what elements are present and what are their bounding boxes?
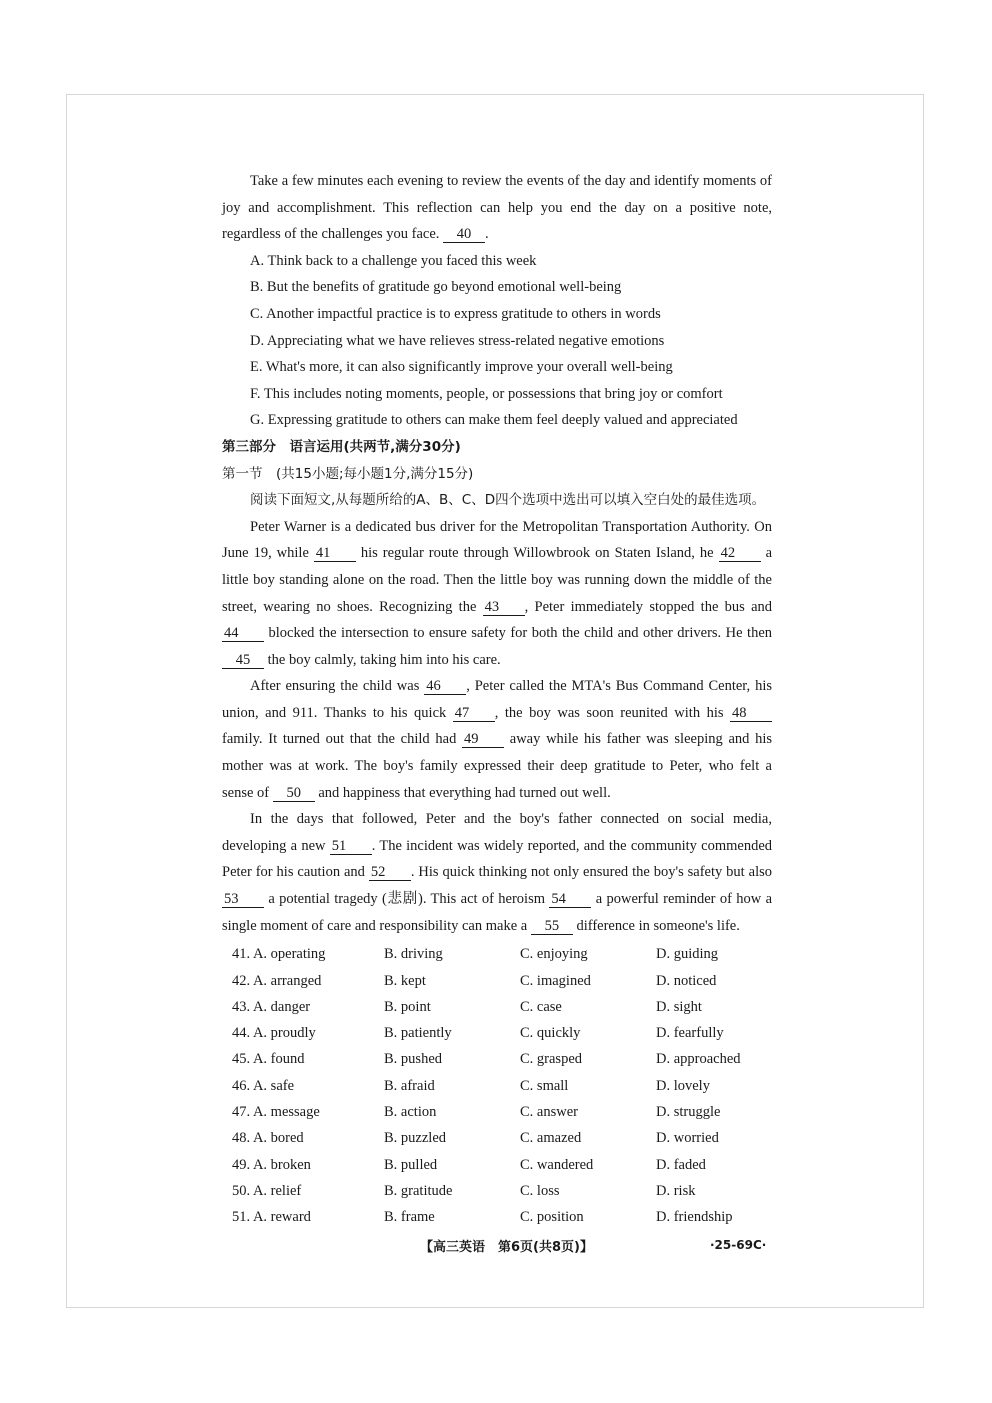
cloze-line: Peter Warner is a dedicated bus driver for the Metropolitan Transportation Authority. On bbox=[250, 518, 772, 535]
cloze-text: and happiness that everything had turned out well. bbox=[318, 784, 611, 801]
choice-row-49 bbox=[222, 1152, 772, 1178]
choices-table bbox=[222, 941, 772, 1230]
cloze-text: family. It turned out that the child had bbox=[222, 731, 457, 748]
cloze-line bbox=[222, 700, 772, 727]
blank-42: 42 bbox=[719, 545, 761, 562]
cloze-line bbox=[222, 886, 772, 913]
cloze-line: little boy standing alone on the road. Then the little boy was running down the middle of the bbox=[222, 571, 772, 588]
blank-54: 54 bbox=[549, 891, 591, 908]
choice-b: B. driving bbox=[384, 946, 443, 963]
choice-a: 48. A. bored bbox=[232, 1130, 304, 1147]
option-c: C. Another impactful practice is to express gratitude to others in words bbox=[250, 305, 661, 322]
cloze-line bbox=[222, 859, 772, 886]
cloze-text: union, and 911. Thanks to his quick bbox=[222, 704, 447, 721]
cloze-text: , Peter called the MTA's Bus Command Center, his bbox=[466, 678, 772, 695]
choice-d: D. faded bbox=[656, 1156, 706, 1173]
choice-b: B. patiently bbox=[384, 1025, 452, 1042]
choice-a: 44. A. proudly bbox=[232, 1025, 316, 1042]
choice-a: 42. A. arranged bbox=[232, 972, 322, 989]
choice-b: B. afraid bbox=[384, 1077, 435, 1094]
choice-d: D. friendship bbox=[656, 1209, 733, 1226]
choice-d: D. noticed bbox=[656, 972, 717, 989]
choice-a: 47. A. message bbox=[232, 1104, 320, 1120]
blank-48: 48 bbox=[730, 705, 772, 722]
cloze-text: street, wearing no shoes. Recognizing the bbox=[222, 598, 477, 615]
choice-c: C. position bbox=[520, 1209, 584, 1226]
choice-row-45 bbox=[222, 1046, 772, 1072]
option-f: F. This includes noting moments, people, or possessions that bring joy or comfort bbox=[250, 385, 723, 402]
cloze-text: June 19, while bbox=[222, 545, 309, 562]
choice-row-48 bbox=[222, 1125, 772, 1151]
blank-52: 52 bbox=[369, 864, 411, 881]
choice-a: 45. A. found bbox=[232, 1051, 305, 1068]
blank-51: 51 bbox=[330, 838, 372, 855]
choice-row-51 bbox=[222, 1204, 772, 1230]
choice-c: C. enjoying bbox=[520, 946, 588, 963]
blank-47: 47 bbox=[453, 705, 495, 722]
cloze-text: single moment of care and responsibility can make a bbox=[222, 917, 528, 934]
choice-c: C. small bbox=[520, 1077, 569, 1094]
section-title: 第三部分 语言运用(共两节,满分30分) bbox=[222, 438, 461, 455]
passage-line bbox=[222, 221, 772, 248]
choice-d: D. lovely bbox=[656, 1077, 710, 1094]
page-footer-code: ·25-69C· bbox=[710, 1238, 767, 1252]
cloze-text: Peter for his caution and bbox=[222, 864, 365, 881]
choice-d: D. fearfully bbox=[656, 1025, 724, 1042]
choice-d: D. risk bbox=[656, 1182, 696, 1199]
choice-a: 51. A. reward bbox=[232, 1209, 311, 1226]
cloze-line bbox=[222, 647, 772, 674]
choice-row-43 bbox=[222, 994, 772, 1020]
passage-line: joy and accomplishment. This reflection can help you end the day on a positive note, bbox=[222, 199, 772, 216]
blank-44: 44 bbox=[222, 625, 264, 642]
blank-41: 41 bbox=[314, 545, 356, 562]
cloze-line bbox=[222, 594, 772, 621]
choice-c: C. loss bbox=[520, 1182, 560, 1199]
blank-55: 55 bbox=[531, 918, 573, 935]
choice-b: B. gratitude bbox=[384, 1182, 453, 1199]
blank-40: 40 bbox=[443, 226, 485, 243]
choice-d: D. struggle bbox=[656, 1104, 721, 1120]
choice-row-44 bbox=[222, 1020, 772, 1046]
choice-c: C. grasped bbox=[520, 1051, 583, 1068]
cloze-text: After ensuring the child was bbox=[250, 678, 420, 695]
passage-line: Take a few minutes each evening to review the events of the day and identify moments of bbox=[250, 173, 772, 189]
choice-row-42 bbox=[222, 968, 772, 994]
choice-c: C. wandered bbox=[520, 1156, 594, 1173]
passage-text: regardless of the challenges you face. bbox=[222, 226, 440, 243]
page-footer-label: 【高三英语 第6页(共8页)】 bbox=[420, 1240, 593, 1255]
option-g: G. Expressing gratitude to others can make them feel deeply valued and appreciated bbox=[250, 412, 738, 429]
cloze-text: his regular route through Willowbrook on Staten Island, he bbox=[360, 545, 714, 562]
blank-53: 53 bbox=[222, 891, 264, 908]
blank-43: 43 bbox=[483, 599, 525, 616]
choice-row-41 bbox=[222, 941, 772, 967]
choice-c: C. case bbox=[520, 998, 562, 1015]
cloze-text: sense of bbox=[222, 784, 270, 801]
cloze-text: , Peter immediately stopped the bus and bbox=[524, 598, 773, 615]
choice-b: B. puzzled bbox=[384, 1130, 447, 1147]
option-a: A. Think back to a challenge you faced this week bbox=[250, 252, 537, 269]
blank-49: 49 bbox=[462, 731, 504, 748]
cloze-text: the boy calmly, taking him into his care. bbox=[267, 651, 501, 668]
blank-50: 50 bbox=[273, 785, 315, 802]
cloze-line: In the days that followed, Peter and the boy's father connected on social media, bbox=[250, 811, 772, 828]
cloze-text: difference in someone's life. bbox=[576, 917, 740, 934]
choice-b: B. pushed bbox=[384, 1051, 442, 1068]
choice-row-46 bbox=[222, 1073, 772, 1099]
choice-d: D. approached bbox=[656, 1051, 741, 1068]
cloze-line bbox=[222, 726, 772, 753]
cloze-line bbox=[222, 540, 772, 567]
cloze-text: . The incident was widely reported, and the community commended bbox=[371, 837, 773, 854]
option-e: E. What's more, it can also significantly improve your overall well-being bbox=[250, 359, 673, 376]
choice-d: D. worried bbox=[656, 1130, 719, 1147]
blank-46: 46 bbox=[424, 678, 466, 695]
cloze-text: . His quick thinking not only ensured the boy's safety but also bbox=[410, 864, 772, 881]
cloze-text: , the boy was soon reunited with his bbox=[494, 704, 724, 721]
choice-a: 49. A. broken bbox=[232, 1156, 311, 1173]
cloze-text: a powerful reminder of how a bbox=[595, 891, 773, 908]
cloze-text: developing a new bbox=[222, 837, 326, 854]
cloze-text: a bbox=[765, 545, 772, 562]
cloze-line bbox=[222, 833, 772, 860]
choice-row-50 bbox=[222, 1178, 772, 1204]
cloze-line bbox=[222, 780, 772, 807]
choice-b: B. point bbox=[384, 998, 431, 1015]
option-d: D. Appreciating what we have relieves stress-related negative emotions bbox=[250, 332, 665, 349]
choice-b: B. pulled bbox=[384, 1156, 438, 1173]
cloze-line bbox=[222, 673, 772, 700]
page-content bbox=[222, 168, 772, 1230]
choice-c: C. answer bbox=[520, 1104, 578, 1120]
choice-row-47 bbox=[222, 1099, 772, 1125]
choice-a: 43. A. danger bbox=[232, 998, 311, 1015]
choice-d: D. guiding bbox=[656, 946, 719, 963]
cloze-text: blocked the intersection to ensure safety for both the child and other drivers. He then bbox=[268, 625, 773, 642]
choice-c: C. imagined bbox=[520, 972, 591, 989]
passage-text: . bbox=[485, 226, 489, 243]
blank-45: 45 bbox=[222, 652, 264, 669]
choice-b: B. frame bbox=[384, 1209, 435, 1226]
choice-b: B. action bbox=[384, 1104, 437, 1120]
choice-c: C. quickly bbox=[520, 1025, 581, 1042]
cloze-line: mother was at work. The boy's family expressed their deep gratitude to Peter, who felt a bbox=[222, 758, 772, 775]
cloze-line bbox=[222, 913, 772, 940]
choice-d: D. sight bbox=[656, 998, 702, 1015]
choice-a: 50. A. relief bbox=[232, 1182, 302, 1199]
cloze-text: a potential tragedy (悲剧). This act of heroism bbox=[268, 891, 546, 908]
cloze-text: away while his father was sleeping and his bbox=[509, 731, 773, 748]
choice-b: B. kept bbox=[384, 972, 426, 989]
choice-a: 46. A. safe bbox=[232, 1077, 295, 1094]
cloze-line bbox=[222, 620, 772, 647]
section-subtitle: 第一节 (共15小题;每小题1分,满分15分) bbox=[222, 465, 474, 482]
section-instruction: 阅读下面短文,从每题所给的A、B、C、D四个选项中选出可以填入空白处的最佳选项。 bbox=[250, 492, 766, 509]
choice-a: 41. A. operating bbox=[232, 946, 326, 963]
option-b: B. But the benefits of gratitude go beyond emotional well-being bbox=[250, 279, 622, 296]
choice-c: C. amazed bbox=[520, 1130, 582, 1147]
